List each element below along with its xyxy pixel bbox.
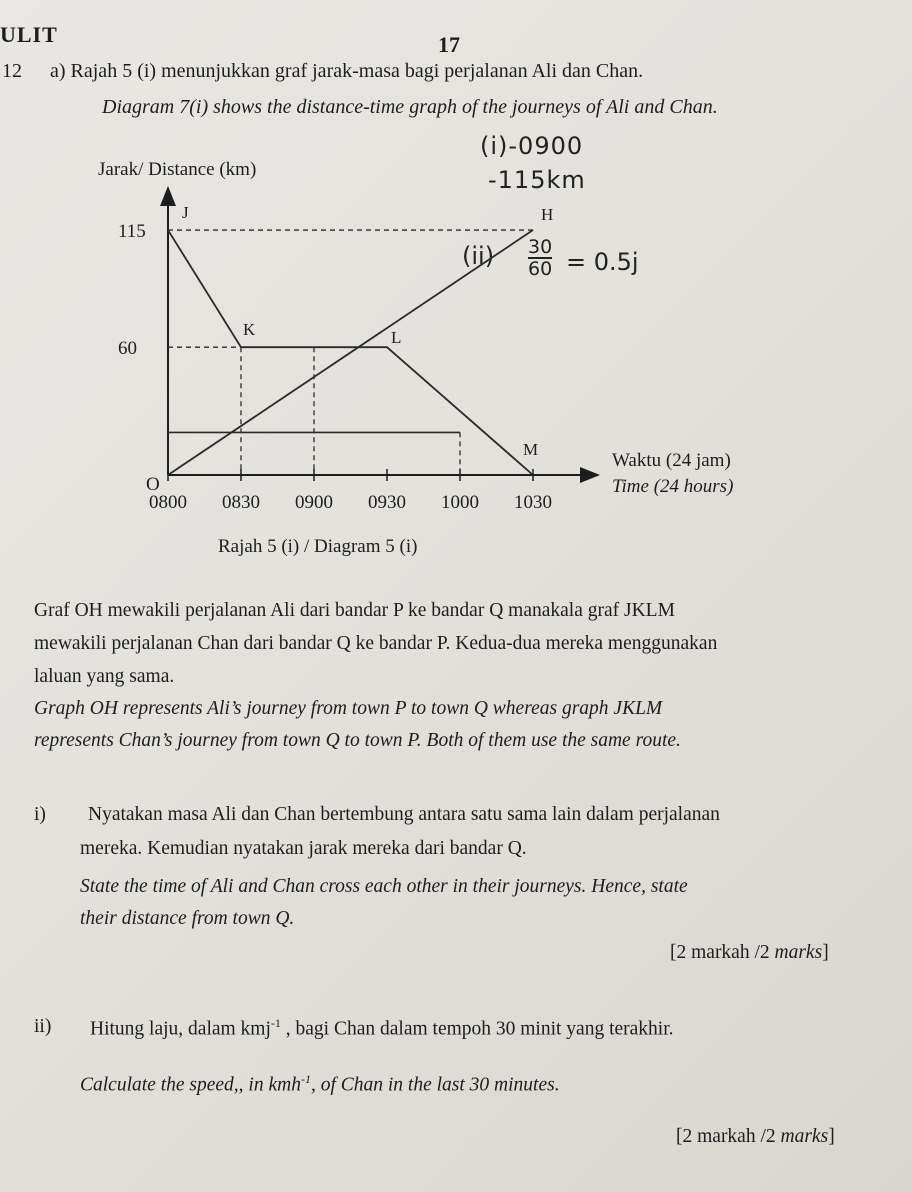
x-axis-label-english: Time (24 hours) bbox=[612, 476, 734, 497]
q2-english-text-end: , of Chan in the last 30 minutes. bbox=[310, 1074, 560, 1096]
series-line bbox=[168, 230, 533, 475]
paragraph-malay-line-1: Graf OH mewakili perjalanan Ali dari bandar P ke bandar Q manakala graf JKLM bbox=[34, 600, 675, 621]
marks-english: marks bbox=[774, 942, 823, 963]
handwritten-answer-1: (i)-0900 bbox=[480, 132, 584, 160]
origin-label: O bbox=[146, 474, 160, 495]
x-tick-label: 0830 bbox=[222, 492, 260, 513]
marks-close: ] bbox=[828, 1126, 835, 1147]
page-number: 17 bbox=[438, 32, 460, 57]
x-tick-label: 0900 bbox=[295, 492, 333, 513]
y-axis-label: Jarak/ Distance (km) bbox=[98, 159, 257, 180]
handwritten-answer-3: (ii) bbox=[462, 242, 495, 270]
point-label: K bbox=[243, 320, 256, 340]
handwritten-answer-2: -115km bbox=[488, 166, 586, 194]
y-tick-label: 60 bbox=[118, 338, 137, 360]
sub-question-2-number: ii) bbox=[34, 1016, 52, 1037]
point-label: J bbox=[182, 203, 189, 223]
point-label: H bbox=[541, 205, 554, 225]
sub-question-1-number: i) bbox=[34, 804, 46, 825]
q2-english-exponent: -1 bbox=[300, 1072, 311, 1086]
q2-malay-text: Hitung laju, dalam kmj bbox=[90, 1018, 271, 1040]
paragraph-english-line-2: represents Chan’s journey from town Q to town P. Both of them use the same route. bbox=[34, 730, 681, 751]
q2-english-text: Calculate the speed,, in kmh bbox=[80, 1074, 301, 1096]
q2-malay-exponent: -1 bbox=[270, 1016, 281, 1030]
marks-close: ] bbox=[822, 942, 829, 963]
sub-question-2-malay bbox=[90, 1016, 674, 1041]
x-tick-label: 0800 bbox=[149, 492, 187, 513]
marks-malay: [2 markah /2 bbox=[670, 942, 775, 963]
x-tick-label: 1030 bbox=[514, 492, 552, 513]
sub-question-1-english-line-1: State the time of Ali and Chan cross each other in their journeys. Hence, state bbox=[80, 876, 688, 897]
paragraph-malay-line-2: mewakili perjalanan Chan dari bandar Q ke bandar P. Kedua-dua mereka menggunakan bbox=[34, 633, 718, 654]
paragraph-english-line-1: Graph OH represents Ali’s journey from town P to town Q whereas graph JKLM bbox=[34, 698, 663, 719]
marks-english: marks bbox=[780, 1126, 829, 1147]
marks-malay: [2 markah /2 bbox=[676, 1126, 781, 1147]
y-tick-label: 115 bbox=[118, 221, 146, 243]
header-label: ULIT bbox=[0, 22, 58, 47]
point-label: L bbox=[391, 328, 402, 348]
paragraph-malay-line-3: laluan yang sama. bbox=[34, 666, 175, 687]
fraction-denominator: 60 bbox=[528, 258, 553, 280]
part-a-english: Diagram 7(i) shows the distance-time graph of the journeys of Ali and Chan. bbox=[102, 96, 718, 118]
sub-question-1-malay-line-2: mereka. Kemudian nyatakan jarak mereka dari bandar Q. bbox=[80, 838, 527, 859]
sub-question-2-marks bbox=[676, 1126, 835, 1148]
part-a-malay: a) Rajah 5 (i) menunjukkan graf jarak-masa bagi perjalanan Ali dan Chan. bbox=[50, 60, 644, 82]
distance-time-graph bbox=[0, 0, 912, 540]
sub-question-1-malay-line-1: Nyatakan masa Ali dan Chan bertembung antara satu sama lain dalam perjalanan bbox=[88, 804, 720, 825]
sub-question-1-english-line-2: their distance from town Q. bbox=[80, 908, 295, 929]
point-label: M bbox=[523, 440, 539, 459]
fraction-numerator: 30 bbox=[528, 236, 553, 258]
x-tick-label: 0930 bbox=[368, 492, 406, 513]
sub-question-1-marks bbox=[670, 942, 829, 964]
question-number: 12 bbox=[2, 60, 22, 82]
sub-question-2-english bbox=[80, 1072, 560, 1097]
x-tick-label: 1000 bbox=[441, 492, 479, 513]
x-axis-label-malay: Waktu (24 jam) bbox=[612, 450, 731, 471]
handwritten-answer-4: = 0.5j bbox=[566, 248, 639, 276]
q2-malay-text-end: , bagi Chan dalam tempoh 30 minit yang terakhir. bbox=[280, 1018, 674, 1040]
diagram-caption: Rajah 5 (i) / Diagram 5 (i) bbox=[218, 536, 418, 557]
